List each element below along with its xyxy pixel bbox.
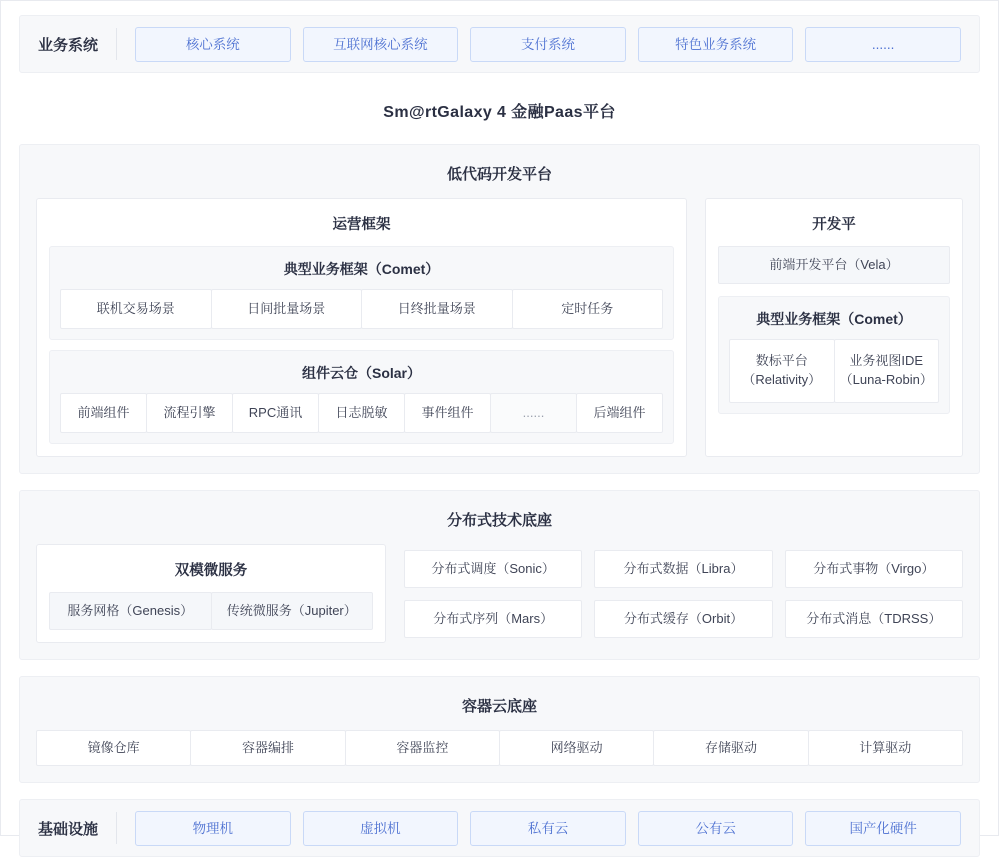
infrastructure-band bbox=[19, 799, 980, 857]
operation-framework-title: 运营框架 bbox=[332, 217, 391, 233]
dev-tool-chip-line2: （Relativity） bbox=[742, 372, 822, 387]
dev-typical-business-items bbox=[729, 339, 939, 403]
divider bbox=[116, 812, 117, 844]
container-cloud-items bbox=[36, 730, 963, 766]
platform-title: Sm@rtGalaxy 4 金融Paas平台 bbox=[383, 104, 616, 121]
distributed-chip[interactable]: 分布式消息（TDRSS） bbox=[785, 600, 963, 638]
scenario-chip[interactable]: 定时任务 bbox=[512, 289, 664, 329]
business-system-title: 业务系统 bbox=[38, 36, 99, 54]
component-chip[interactable]: 事件组件 bbox=[404, 393, 491, 433]
infrastructure-items bbox=[135, 811, 961, 846]
dual-mode-microservice-card bbox=[36, 544, 386, 643]
container-cloud-chip[interactable]: 网络驱动 bbox=[499, 730, 654, 766]
dev-typical-business-card bbox=[718, 296, 950, 414]
dev-tool-chip[interactable] bbox=[729, 339, 835, 403]
dev-platform-card bbox=[705, 198, 963, 457]
distributed-chip[interactable]: 分布式事物（Virgo） bbox=[785, 550, 963, 588]
scenario-chip[interactable]: 日终批量场景 bbox=[361, 289, 513, 329]
vela-chip[interactable]: 前端开发平台（Vela） bbox=[718, 246, 950, 284]
dual-mode-items bbox=[49, 592, 373, 630]
distributed-row-2 bbox=[404, 600, 963, 638]
business-system-band bbox=[19, 15, 980, 73]
container-cloud-band bbox=[19, 676, 980, 783]
component-cloud-title: 组件云仓（Solar） bbox=[301, 365, 421, 381]
dev-typical-business-title: 典型业务框架（Comet） bbox=[756, 311, 912, 327]
distributed-capabilities bbox=[404, 544, 963, 643]
lowcode-platform-band bbox=[19, 144, 980, 474]
distributed-chip[interactable]: 分布式序列（Mars） bbox=[404, 600, 582, 638]
infrastructure-item[interactable]: 私有云 bbox=[470, 811, 626, 846]
component-chip[interactable]: 流程引擎 bbox=[146, 393, 233, 433]
microservice-chip[interactable]: 传统微服务（Jupiter） bbox=[211, 592, 374, 630]
business-system-item-more[interactable]: ...... bbox=[805, 27, 961, 62]
component-cloud-items bbox=[60, 393, 663, 433]
dev-platform-title: 开发平 bbox=[812, 217, 856, 233]
component-chip[interactable]: RPC通讯 bbox=[232, 393, 319, 433]
infrastructure-title: 基础设施 bbox=[38, 820, 99, 838]
component-chip[interactable]: 日志脱敏 bbox=[318, 393, 405, 433]
container-cloud-chip[interactable]: 容器编排 bbox=[190, 730, 345, 766]
typical-business-framework-card bbox=[49, 246, 674, 340]
infrastructure-item[interactable]: 虚拟机 bbox=[303, 811, 459, 846]
business-system-item[interactable]: 特色业务系统 bbox=[638, 27, 794, 62]
dev-tool-chip-line1: 业务视图IDE bbox=[849, 353, 924, 369]
container-cloud-title: 容器云底座 bbox=[461, 698, 537, 715]
distributed-base-band bbox=[19, 490, 980, 660]
distributed-base-title: 分布式技术底座 bbox=[446, 512, 552, 529]
business-system-item[interactable]: 互联网核心系统 bbox=[303, 27, 459, 62]
dual-mode-microservice-title: 双模微服务 bbox=[174, 563, 248, 579]
container-cloud-chip[interactable]: 存储驱动 bbox=[653, 730, 808, 766]
divider bbox=[116, 28, 117, 60]
infrastructure-item[interactable]: 物理机 bbox=[135, 811, 291, 846]
dev-tool-chip-line1: 数标平台 bbox=[755, 353, 808, 369]
business-system-items bbox=[135, 27, 961, 62]
component-cloud-card bbox=[49, 350, 674, 444]
distributed-chip[interactable]: 分布式调度（Sonic） bbox=[404, 550, 582, 588]
dev-tool-chip[interactable] bbox=[834, 339, 940, 403]
typical-business-framework-items bbox=[60, 289, 663, 329]
container-cloud-chip[interactable]: 镜像仓库 bbox=[36, 730, 191, 766]
distributed-chip[interactable]: 分布式数据（Libra） bbox=[594, 550, 772, 588]
infrastructure-item[interactable]: 国产化硬件 bbox=[805, 811, 961, 846]
distributed-chip[interactable]: 分布式缓存（Orbit） bbox=[594, 600, 772, 638]
business-system-item[interactable]: 核心系统 bbox=[135, 27, 291, 62]
lowcode-platform-title: 低代码开发平台 bbox=[446, 166, 552, 183]
infrastructure-item[interactable]: 公有云 bbox=[638, 811, 794, 846]
distributed-row-1 bbox=[404, 550, 963, 588]
scenario-chip[interactable]: 日间批量场景 bbox=[211, 289, 363, 329]
dev-tool-chip-line2: （Luna-Robin） bbox=[839, 372, 933, 387]
microservice-chip[interactable]: 服务网格（Genesis） bbox=[49, 592, 212, 630]
component-chip-more[interactable]: ...... bbox=[490, 393, 577, 433]
business-system-item[interactable]: 支付系统 bbox=[470, 27, 626, 62]
operation-framework-card bbox=[36, 198, 687, 457]
container-cloud-chip[interactable]: 容器监控 bbox=[345, 730, 500, 766]
component-chip[interactable]: 后端组件 bbox=[576, 393, 663, 433]
scenario-chip[interactable]: 联机交易场景 bbox=[60, 289, 212, 329]
typical-business-framework-title: 典型业务框架（Comet） bbox=[283, 261, 440, 277]
container-cloud-chip[interactable]: 计算驱动 bbox=[808, 730, 963, 766]
component-chip[interactable]: 前端组件 bbox=[60, 393, 147, 433]
